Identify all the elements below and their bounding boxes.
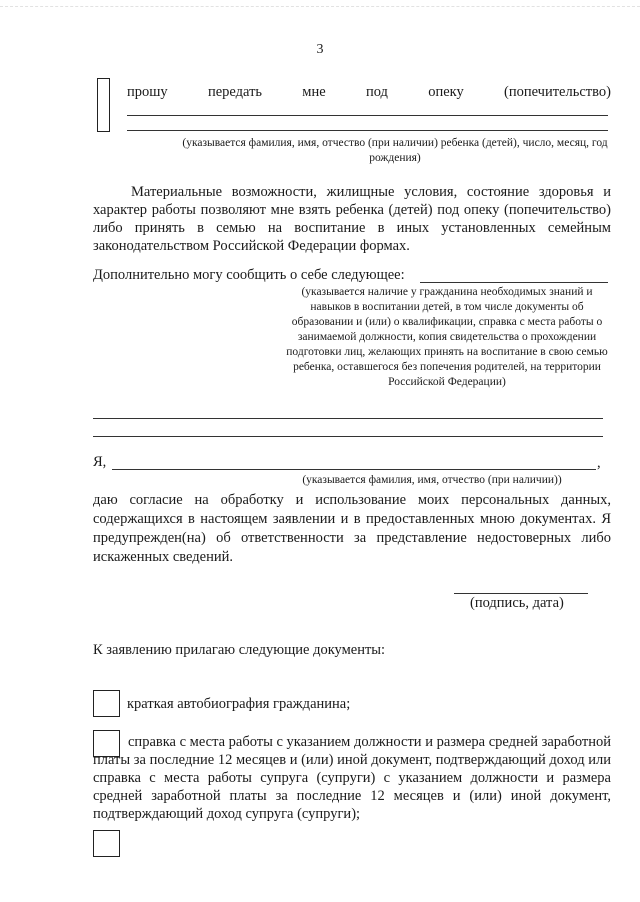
additional-field-line[interactable]	[420, 282, 608, 283]
additional-line-1[interactable]	[93, 418, 603, 419]
attachment-checkbox-autobiography[interactable]	[93, 690, 120, 717]
attachment-text-autobiography: краткая автобиография гражданина;	[127, 696, 351, 712]
signature-line[interactable]	[454, 593, 588, 594]
consent-hint: (указывается фамилия, имя, отчество (при наличии))	[302, 474, 562, 486]
attachments-heading: К заявлению прилагаю следующие документы:	[93, 642, 386, 658]
consent-suffix: ,	[597, 455, 601, 471]
possibilities-paragraph: Материальные возможности, жилищные условия, состояние здоровья и характер работы позволяют мне взять ребенка (детей) под опеку (попечительство) либо принять в семью на воспитание в иных установленных семейным законодательством Российской Федерации формах.	[93, 184, 611, 254]
word-3: мне	[302, 84, 326, 100]
custody-request-words	[127, 84, 611, 101]
custody-request-checkbox[interactable]	[97, 78, 110, 132]
word-4: под	[365, 84, 388, 100]
scan-top-edge	[0, 0, 640, 7]
child-info-hint: (указывается фамилия, имя, отчество (при наличии) ребенка (детей), число, месяц, год рождения)	[182, 137, 608, 164]
word-6: (попечительство)	[504, 84, 611, 100]
attachment-checkbox-next[interactable]	[93, 830, 120, 857]
consent-paragraph: даю согласие на обработку и использование моих персональных данных, содержащихся в настоящем заявлении и в предоставленных мною документах. Я предупрежден(на) об ответственности за представление недостоверных либо искаженных сведений.	[93, 492, 611, 565]
child-info-line-1[interactable]	[127, 115, 608, 116]
child-info-line-2[interactable]	[127, 130, 608, 131]
attachment-text-income: справка с места работы с указанием должности и размера средней заработной платы за последние 12 месяцев и (или) иной документ, подтверждающий доход или справка с места работы супруга (супруги) с указанием должности и размера средней заработной платы за последние 12 месяцев и (или) иной документ, подтверждающий доход супруга (супруги);	[93, 734, 611, 822]
signature-label: (подпись, дата)	[470, 595, 564, 611]
page-number: 3	[316, 42, 324, 57]
consent-prefix: Я,	[93, 454, 107, 470]
word-5: опеку	[428, 84, 464, 100]
additional-hint: (указывается наличие у гражданина необходимых знаний и навыков в воспитании детей, в том числе документы об образовании и (или) о квалификации, справка с места работы о занимаемой должности, копия свидетельства о прохождении подготовки лиц, желающих принять на воспитание в свою семью ребенка, оставшегося без попечения родителей, на территории Российской Федерации)	[286, 286, 608, 388]
additional-label: Дополнительно могу сообщить о себе следующее:	[93, 267, 405, 283]
word-1: прошу	[127, 84, 168, 100]
word-2: передать	[207, 84, 263, 100]
consent-name-line[interactable]	[112, 469, 596, 470]
additional-line-2[interactable]	[93, 436, 603, 437]
